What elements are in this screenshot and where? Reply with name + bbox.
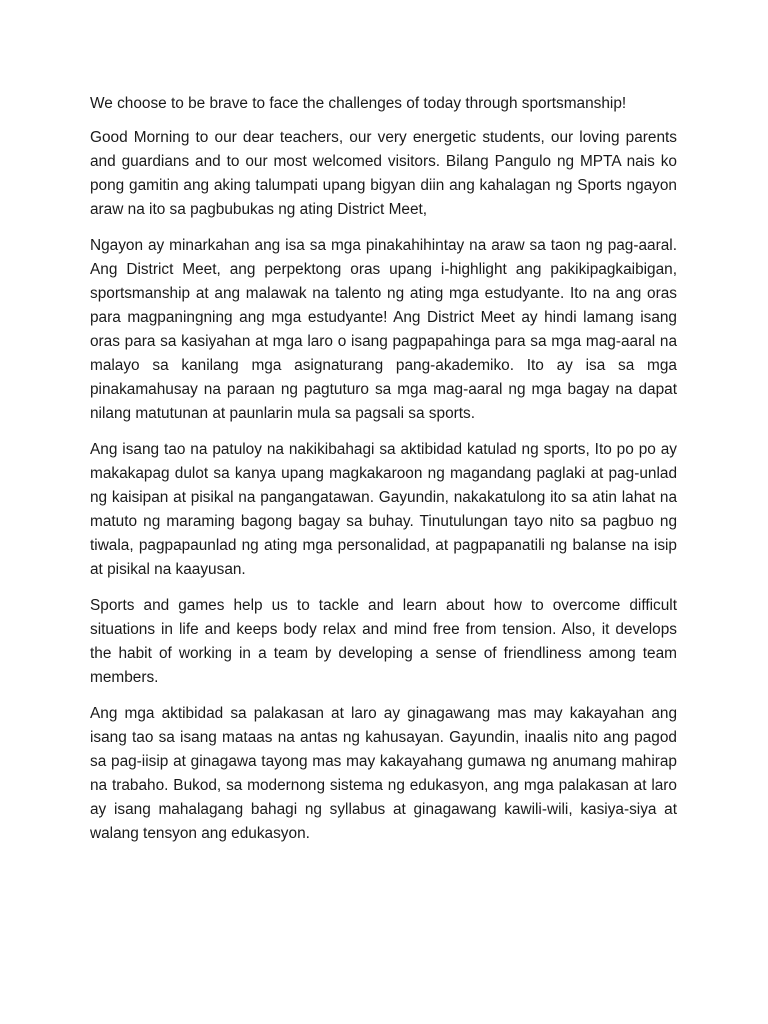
- sports-benefits-paragraph: Ang isang tao na patuloy na nakikibahagi sa aktibidad katulad ng sports, Ito po po ay makakapag dulot sa kanya upang magkakaroon ng magandang paglaki at pag-unlad ng kaisipan at pisikal na pangangatawan. Gayundin, nakakatulong ito sa atin lahat na matuto ng maraming bagong bagay sa buhay. Tinutulungan tayo nito sa pagbuo ng tiwala, pagpapaunlad ng ating mga personalidad, at pagpapanatili ng balanse na isip at pisikal na kaayusan.: [90, 441, 677, 578]
- document-page: [90, 92, 677, 858]
- education-paragraph: Ang mga aktibidad sa palakasan at laro ay ginagawang mas may kakayahan ang isang tao sa isang mataas na antas ng kahusayan. Gayundin, inaalis nito ang pagod sa pag-iisip at ginagawa tayong mas may kakayahang gumawa ng anumang mahirap na trabaho. Bukod, sa modernong sistema ng edukasyon, ang mga palakasan at laro ay isang mahalagang bahagi ng syllabus at ginagawang kawili-wili, kasiya-siya at walang tensyon ang edukasyon.: [90, 705, 677, 842]
- sports-and-games-paragraph: Sports and games help us to tackle and learn about how to overcome difficult situations in life and keeps body relax and mind free from tension. Also, it develops the habit of working in a team by developing a sense of friendliness among team members.: [90, 597, 677, 686]
- opening-line: We choose to be brave to face the challenges of today through sportsmanship!: [90, 95, 627, 112]
- greeting-paragraph: Good Morning to our dear teachers, our very energetic students, our loving parents and guardians and to our most welcomed visitors. Bilang Pangulo ng MPTA nais ko pong gamitin ang aking talumpati upang bigyan diin ang kahalagan ng Sports ngayon araw na ito sa pagbubukas ng ating District Meet,: [90, 129, 677, 218]
- district-meet-paragraph: Ngayon ay minarkahan ang isa sa mga pinakahihintay na araw sa taon ng pag-aaral. Ang District Meet, ang perpektong oras upang i-highlight ang pakikipagkaibigan, sportsmanship at ang malawak na talento ng ating mga estudyante. Ito na ang oras para magpaningning ang mga estudyante! Ang District Meet ay hindi lamang isang oras para sa kasiyahan at mga laro o isang pagpapahinga para sa mga mag-aaral na malayo sa kanilang mga asignaturang pang-akademiko. Ito ay isa sa mga pinakamahusay na paraan ng pagtuturo sa mga mag-aaral ng mga bagay na dapat nilang matutunan at paunlarin mula sa pagsali sa sports.: [90, 237, 677, 422]
